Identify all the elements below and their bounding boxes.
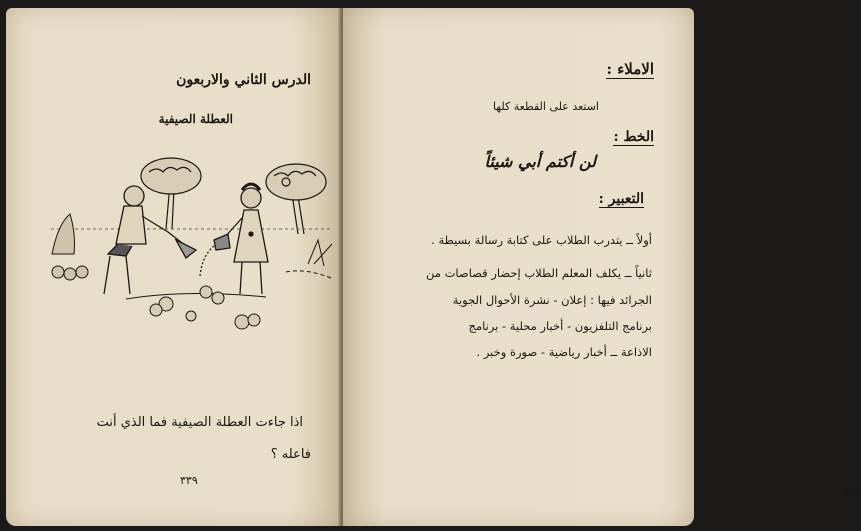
page-number-right: ٣٣٨	[843, 486, 861, 499]
lesson-subtitle: العطلة الصيفية	[158, 112, 233, 126]
dictation-text: استعد على القطعة كلها	[492, 100, 599, 113]
page-number-left: ٣٣٩	[180, 474, 198, 487]
expression-line-1: أولاً ــ يتدرب الطلاب على كتابة رسالة بسيطة .	[431, 233, 652, 247]
expression-heading: التعبير :	[598, 191, 644, 207]
expression-line-5: الاذاعة ــ أخبار رياضية - صورة وخبر .	[476, 345, 652, 359]
open-book	[6, 8, 861, 526]
handwriting-sentence: لن أكتم أبي شيئاً	[484, 152, 596, 171]
question-line-2: فاعله ؟	[270, 447, 311, 462]
expression-line-3: الجرائد فيها : إعلان - نشرة الأحوال الجوية	[452, 293, 652, 307]
right-page	[343, 8, 861, 526]
expression-line-4: برنامج التلفزيون - أخبار محلية - برنامج	[468, 319, 652, 333]
lesson-title: الدرس الثاني والاربعون	[176, 72, 311, 88]
dictation-heading: الاملاء :	[606, 60, 654, 78]
children-gardening-illustration	[46, 154, 336, 340]
handwriting-heading: الخط :	[613, 129, 654, 145]
left-page	[6, 8, 341, 526]
question-line-1: اذا جاءت العطلة الصيفية فما الذي أنت	[96, 415, 303, 430]
expression-line-2: ثانياً ــ يكلف المعلم الطلاب إحضار قصاصات من	[426, 266, 652, 280]
